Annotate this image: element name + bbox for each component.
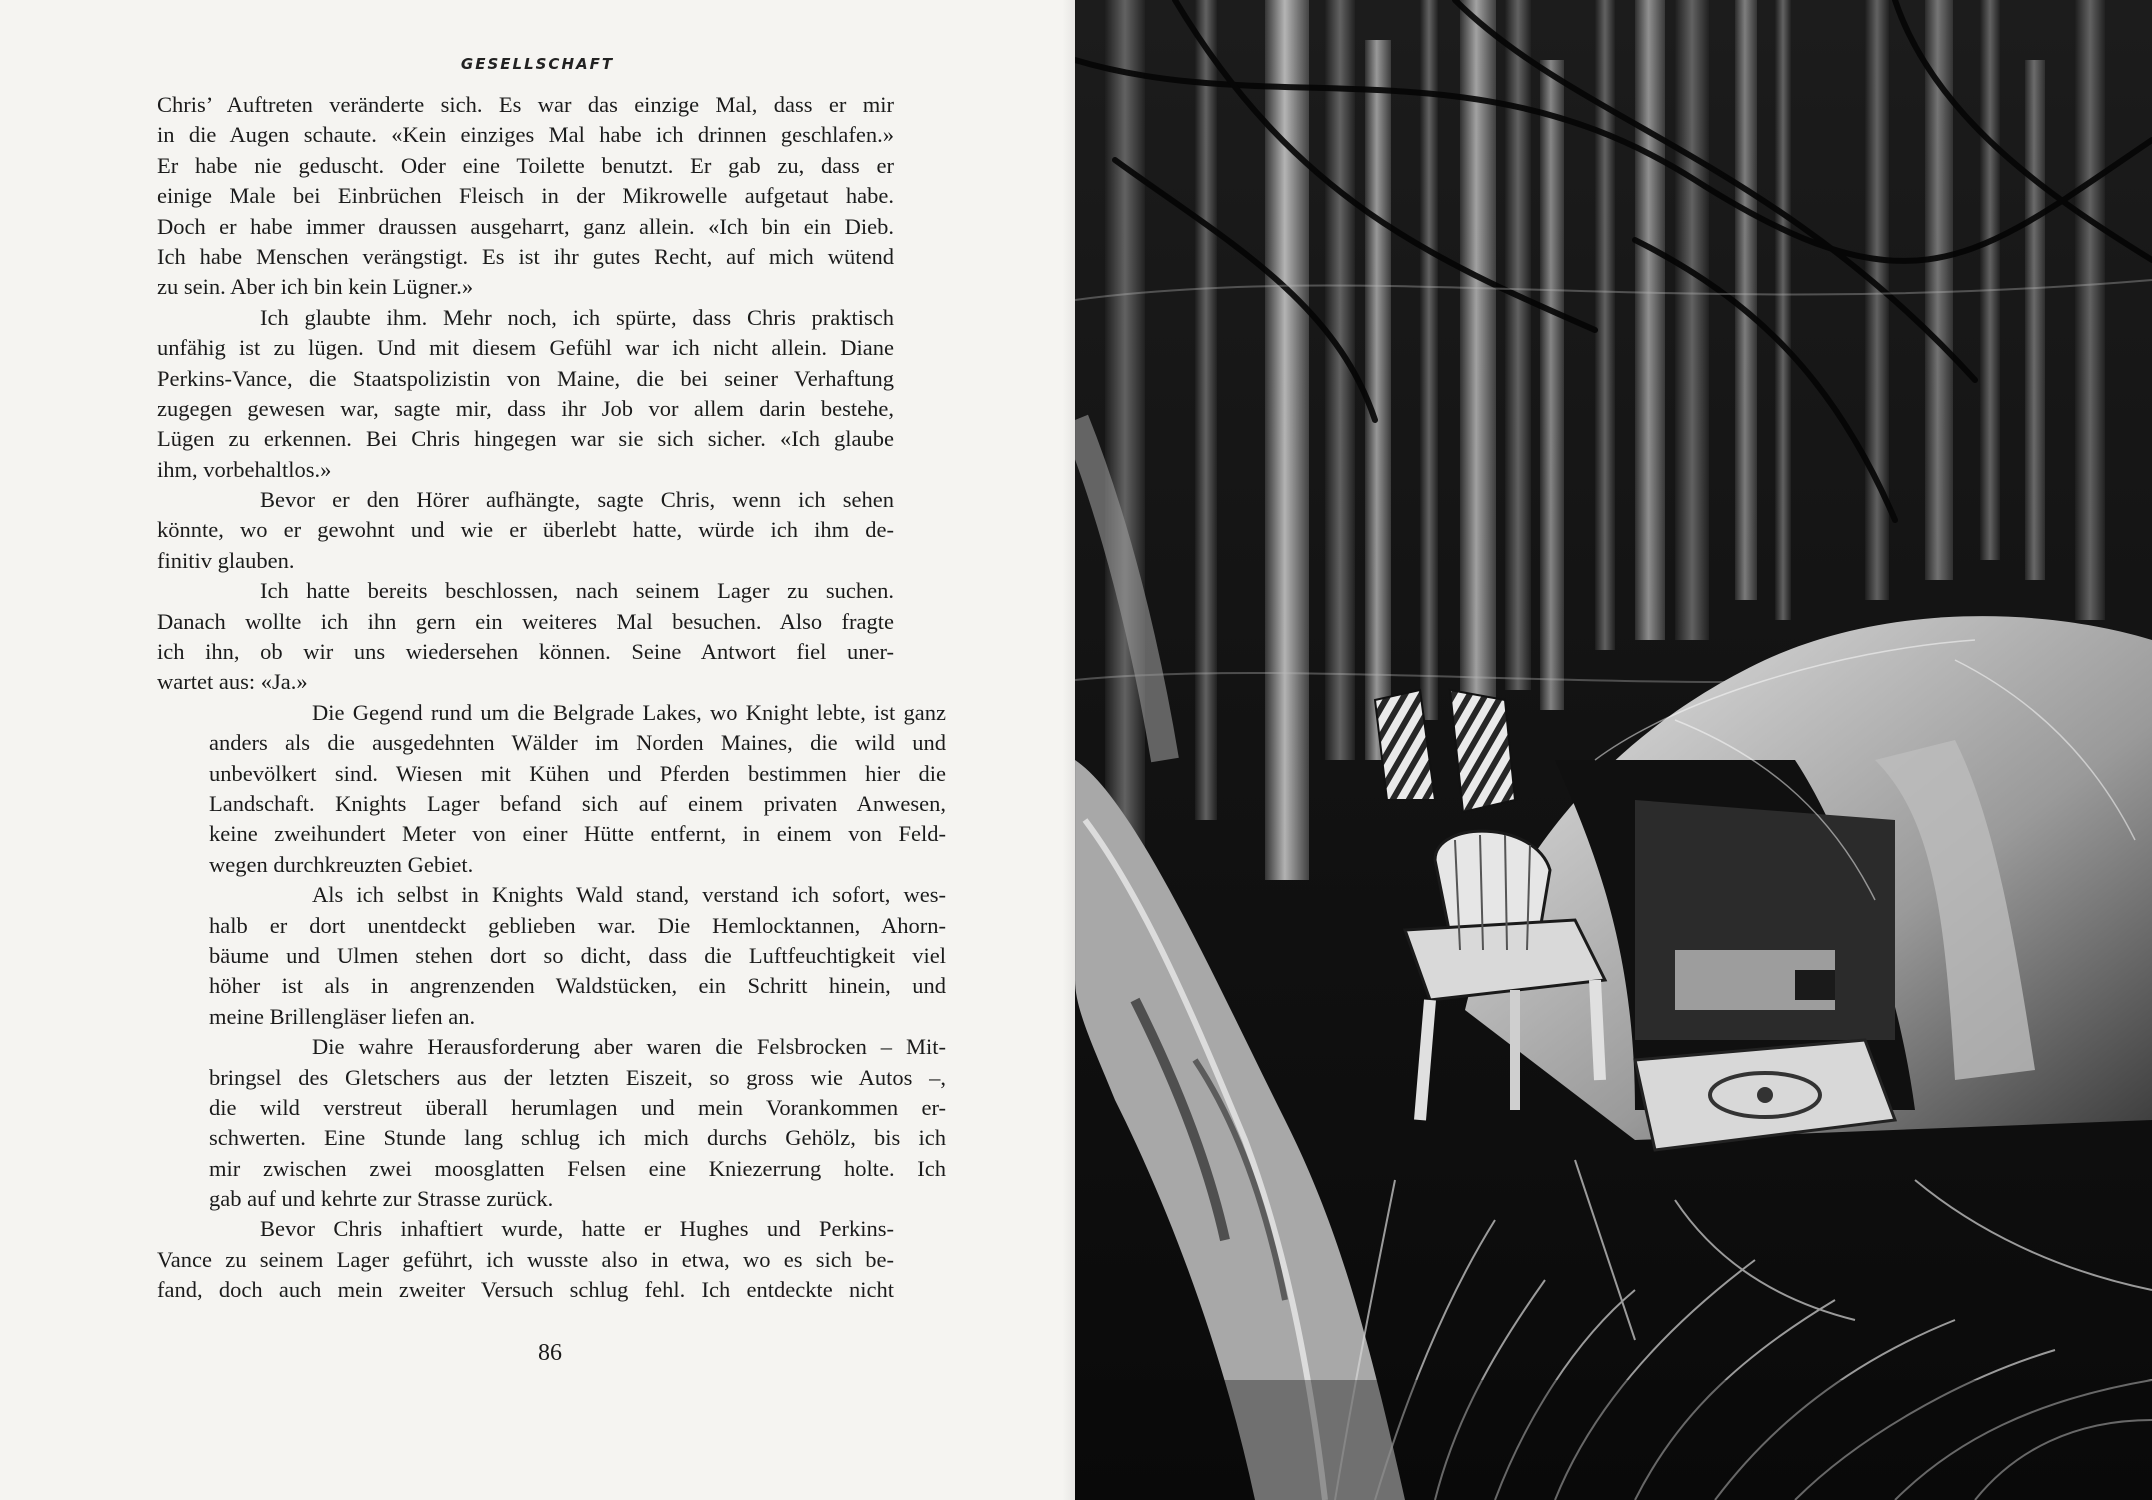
text-line: Ich habe Menschen verängstigt. Es ist ihr gutes Recht, auf mich wütend xyxy=(157,243,894,269)
text-line: unfähig ist zu lügen. Und mit diesem Gefühl war ich nicht allein. Diane xyxy=(157,335,894,361)
text-line: in die Augen schaute. «Kein einziges Mal habe ich drinnen geschlafen.» xyxy=(157,122,894,148)
text-line: könnte, wo er gewohnt und wie er überlebt hatte, würde ich ihm de- xyxy=(157,517,894,543)
text-line: wegen durchkreuzten Gebiet. xyxy=(209,851,474,877)
text-line: Er habe nie geduscht. Oder eine Toilette benutzt. Er gab zu, dass er xyxy=(157,152,894,178)
illustration-page xyxy=(1075,0,2152,1500)
text-line: Landschaft. Knights Lager befand sich auf einem privaten Anwesen, xyxy=(209,790,946,816)
text-line: anders als die ausgedehnten Wälder im Norden Maines, die wild und xyxy=(209,730,946,756)
body-text xyxy=(157,90,946,1306)
text-line: Doch er habe immer draussen ausgeharrt, ganz allein. «Ich bin ein Dieb. xyxy=(157,213,894,239)
text-line: schwerten. Eine Stunde lang schlug ich mich durchs Gehölz, bis ich xyxy=(209,1125,946,1151)
text-line: Perkins-Vance, die Staatspolizistin von Maine, die bei seiner Verhaftung xyxy=(157,365,894,391)
gutter-shadow xyxy=(1062,0,1076,1500)
text-line: bringsel des Gletschers aus der letzten Eiszeit, so gross wie Autos –, xyxy=(209,1064,946,1090)
text-line: unbevölkert sind. Wiesen mit Kühen und Pferden bestimmen hier die xyxy=(209,760,946,786)
forest-camp-illustration xyxy=(1075,0,2152,1500)
text-line: fand, doch auch mein zweiter Versuch schlug fehl. Ich entdeckte nicht xyxy=(157,1277,894,1303)
running-head: GESELLSCHAFT xyxy=(460,55,615,73)
text-line: höher ist als in angrenzenden Waldstücken, ein Schritt hinein, und xyxy=(209,973,946,999)
text-line: meine Brillengläser liefen an. xyxy=(209,1003,476,1029)
text-line: zugegen gewesen war, sagte mir, dass ihr Job vor allem darin bestehe, xyxy=(157,395,894,421)
text-line: Bevor er den Hörer aufhängte, sagte Chris, wenn ich sehen xyxy=(260,487,894,513)
page-number: 86 xyxy=(538,1340,562,1366)
text-line: einige Male bei Einbrüchen Fleisch in der Mikrowelle aufgetaut habe. xyxy=(157,183,894,209)
text-line: die wild verstreut überall herumlagen und mein Vorankommen er- xyxy=(209,1094,946,1120)
text-line: bäume und Ulmen stehen dort so dicht, dass die Luftfeuchtigkeit viel xyxy=(209,942,946,968)
text-line: Vance zu seinem Lager geführt, ich wusste also in etwa, wo es sich be- xyxy=(157,1246,894,1272)
text-line: halb er dort unentdeckt geblieben war. Die Hemlocktannen, Ahorn- xyxy=(209,912,946,938)
text-line: Die wahre Herausforderung aber waren die Felsbrocken – Mit- xyxy=(312,1034,946,1060)
left-page xyxy=(0,0,1075,1500)
text-line: Danach wollte ich ihn gern ein weiteres Mal besuchen. Also fragte xyxy=(157,608,894,634)
text-line: Chris’ Auftreten veränderte sich. Es war das einzige Mal, dass er mir xyxy=(157,92,894,117)
text-line: Ich hatte bereits beschlossen, nach seinem Lager zu suchen. xyxy=(260,578,894,604)
text-line: Die Gegend rund um die Belgrade Lakes, wo Knight lebte, ist ganz xyxy=(312,699,946,725)
text-line: Lügen zu erkennen. Bei Chris hingegen war sie sich sicher. «Ich glaube xyxy=(157,426,894,452)
text-line: Als ich selbst in Knights Wald stand, verstand ich sofort, wes- xyxy=(312,882,946,908)
text-line: gab auf und kehrte zur Strasse zurück. xyxy=(209,1186,554,1212)
text-line: keine zweihundert Meter von einer Hütte entfernt, in einem von Feld- xyxy=(209,821,946,847)
text-line: ich ihn, ob wir uns wiedersehen können. Seine Antwort fiel uner- xyxy=(157,639,894,665)
text-line: wartet aus: «Ja.» xyxy=(157,669,308,695)
text-line: zu sein. Aber ich bin kein Lügner.» xyxy=(157,274,474,300)
text-line: Ich glaubte ihm. Mehr noch, ich spürte, dass Chris praktisch xyxy=(260,304,894,330)
text-line: mir zwischen zwei moosglatten Felsen eine Kniezerrung holte. Ich xyxy=(209,1155,946,1181)
text-line: finitiv glauben. xyxy=(157,547,295,573)
text-line: Bevor Chris inhaftiert wurde, hatte er Hughes und Perkins- xyxy=(260,1216,894,1242)
text-line: ihm, vorbehaltlos.» xyxy=(157,456,332,482)
